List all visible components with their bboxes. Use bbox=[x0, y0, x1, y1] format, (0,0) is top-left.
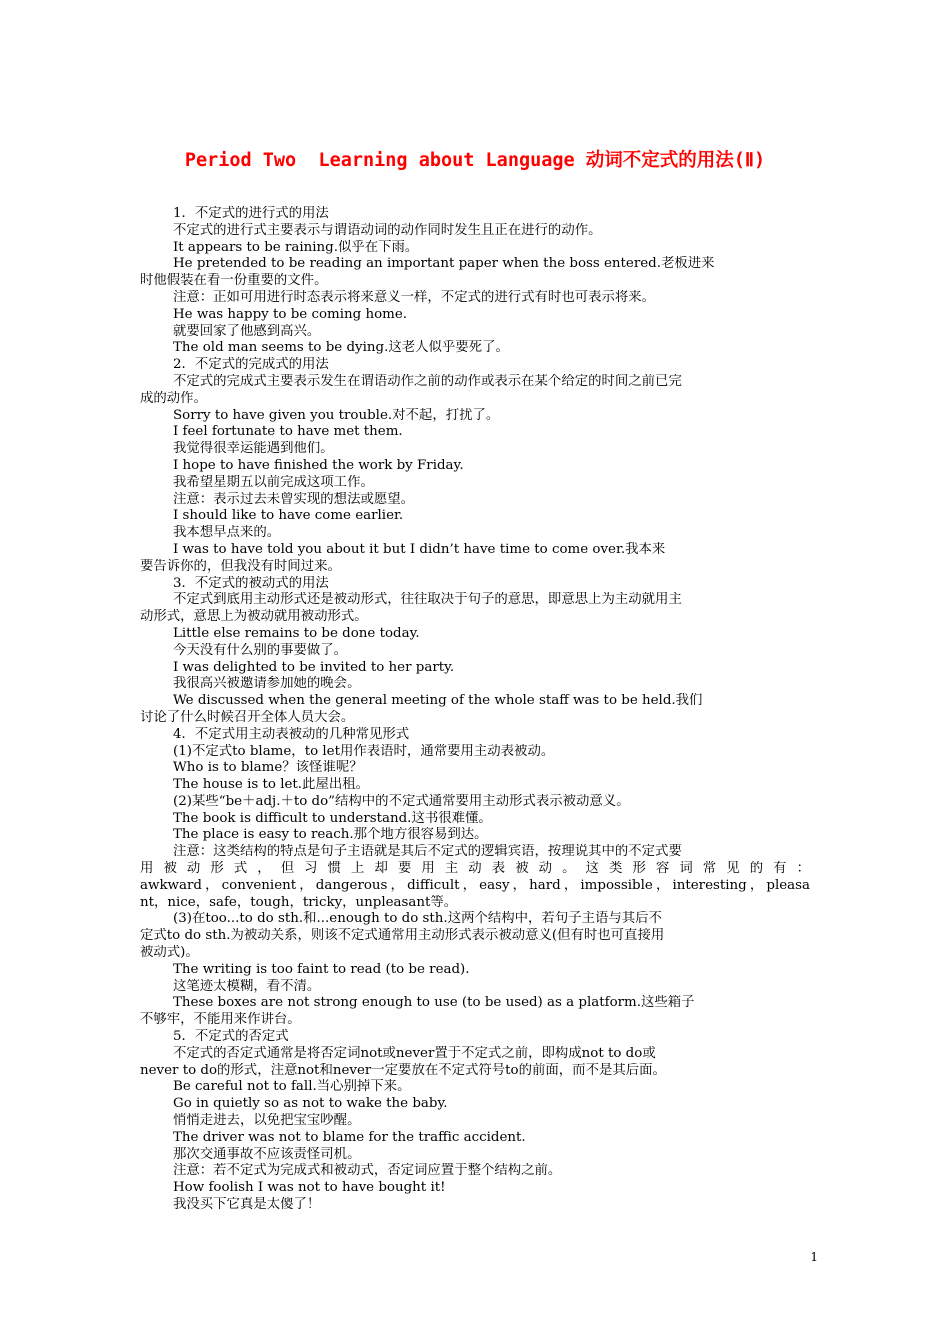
text-line: 讨论了什么时候召开全体人员大会。 bbox=[140, 709, 355, 725]
text-line: 1．不定式的进行式的用法 bbox=[173, 206, 329, 221]
text-line: The driver was not to blame for the traffic accident. bbox=[173, 1129, 526, 1145]
text-line: The writing is too faint to read (to be read). bbox=[173, 961, 470, 977]
text-line: 定式to do sth.为被动关系，则该不定式通常用主动形式表示被动意义(但有时也可直接用 bbox=[140, 928, 665, 944]
text-line: 4．不定式用主动表被动的几种常见形式 bbox=[173, 726, 410, 742]
text-line: 我觉得很幸运能遇到他们。 bbox=[173, 441, 334, 457]
text-line: 2．不定式的完成式的用法 bbox=[173, 357, 329, 373]
text-line: 成的动作。 bbox=[140, 390, 207, 406]
text-line: 那次交通事故不应该责怪司机。 bbox=[173, 1146, 361, 1162]
text-line: 时他假装在看一份重要的文件。 bbox=[140, 273, 328, 289]
text-line: 悄悄走进去，以免把宝宝吵醒。 bbox=[173, 1113, 361, 1129]
text-line: (2)某些“be＋adj.＋to do”结构中的不定式通常要用主动形式表示被动意义。 bbox=[173, 793, 630, 809]
text-line: 我很高兴被邀请参加她的晚会。 bbox=[173, 676, 361, 692]
page-title: Period Two Learning about Language 动词不定式的用法(Ⅱ) bbox=[184, 150, 766, 171]
text-line: 注意：正如可用进行时态表示将来意义一样，不定式的进行式有时也可表示将来。 bbox=[173, 289, 656, 305]
text-line: I was delighted to be invited to her party. bbox=[173, 659, 455, 675]
text-line: The house is to let.此屋出租。 bbox=[173, 777, 370, 793]
text-line: I hope to have finished the work by Friday. bbox=[173, 457, 464, 473]
text-line: 注意：若不定式为完成式和被动式，否定词应置于整个结构之前。 bbox=[173, 1163, 562, 1179]
text-line: 要告诉你的，但我没有时间过来。 bbox=[140, 558, 341, 574]
text-line: How foolish I was not to have bought it! bbox=[173, 1180, 446, 1196]
text-line: Be careful not to fall.当心别掉下来。 bbox=[173, 1079, 411, 1095]
text-line: 今天没有什么别的事要做了。 bbox=[173, 642, 348, 658]
text-line: awkward，convenient，dangerous，difficult，easy，hard，impossible，interesting，pleasa bbox=[140, 877, 810, 893]
text-line: He pretended to be reading an important paper when the boss entered.老板进来 bbox=[173, 256, 715, 272]
text-line: The place is easy to reach.那个地方很容易到达。 bbox=[173, 827, 488, 843]
text-line: The book is difficult to understand.这书很难懂。 bbox=[173, 810, 492, 826]
document-body bbox=[140, 206, 810, 1214]
text-line: 不定式的否定式通常是将否定词not或never置于不定式之前，即构成not to do或 bbox=[173, 1045, 656, 1061]
text-line: 不够牢，不能用来作讲台。 bbox=[140, 1012, 301, 1028]
text-line: 注意：表示过去未曾实现的想法或愿望。 bbox=[173, 491, 415, 507]
text-line: It appears to be raining.似乎在下雨。 bbox=[173, 239, 419, 255]
page-number: 1 bbox=[810, 1250, 818, 1264]
text-line: Go in quietly so as not to wake the baby. bbox=[173, 1096, 448, 1112]
text-line: 3．不定式的被动式的用法 bbox=[173, 575, 329, 591]
text-line: He was happy to be coming home. bbox=[173, 306, 408, 322]
text-line: 我没买下它真是太傻了！ bbox=[173, 1197, 321, 1213]
text-line: I should like to have come earlier. bbox=[173, 508, 404, 524]
text-line: 不定式的完成式主要表示发生在谓语动作之前的动作或表示在某个给定的时间之前已完 bbox=[173, 373, 682, 389]
text-line: Sorry to have given you trouble.对不起，打扰了。 bbox=[173, 407, 500, 423]
text-line: We discussed when the general meeting of the whole staff was to be held.我们 bbox=[173, 693, 703, 709]
text-line: 注意：这类结构的特点是句子主语就是其后不定式的逻辑宾语，按理说其中的不定式要 bbox=[173, 844, 682, 860]
text-line: I feel fortunate to have met them. bbox=[173, 424, 403, 440]
text-line: These boxes are not strong enough to use (to be used) as a platform.这些箱子 bbox=[173, 995, 695, 1011]
text-line: (1)不定式to blame，to let用作表语时，通常要用主动表被动。 bbox=[173, 743, 555, 759]
text-line: 5．不定式的否定式 bbox=[173, 1029, 289, 1045]
text-line: 用被动形式，但习惯上却要用主动表被动。这类形容词常见的有： bbox=[140, 861, 810, 877]
text-line: Who is to blame？该怪谁呢？ bbox=[173, 760, 363, 776]
text-line: (3)在too...to do sth.和...enough to do sth.这两个结构中，若句子主语与其后不 bbox=[173, 911, 662, 927]
text-line: 动形式，意思上为被动就用被动形式。 bbox=[140, 609, 368, 625]
text-line: 被动式)。 bbox=[140, 945, 199, 961]
text-line: 我希望星期五以前完成这项工作。 bbox=[173, 474, 374, 490]
text-line: never to do的形式，注意not和never一定要放在不定式符号to的前面，而不是其后面。 bbox=[140, 1062, 666, 1078]
text-line: The old man seems to be dying.这老人似乎要死了。 bbox=[173, 340, 509, 356]
text-line: nt，nice，safe，tough，tricky，unpleasant等。 bbox=[140, 894, 458, 910]
text-line: 不定式的进行式主要表示与谓语动词的动作同时发生且正在进行的动作。 bbox=[173, 222, 602, 238]
text-line: 我本想早点来的。 bbox=[173, 525, 281, 541]
text-line: 这笔迹太模糊，看不清。 bbox=[173, 978, 321, 994]
text-line: I was to have told you about it but I didn’t have time to come over.我本来 bbox=[173, 541, 666, 557]
text-line: 就要回家了他感到高兴。 bbox=[173, 323, 321, 339]
text-line: Little else remains to be done today. bbox=[173, 625, 420, 641]
text-line: 不定式到底用主动形式还是被动形式，往往取决于句子的意思，即意思上为主动就用主 bbox=[173, 592, 682, 608]
